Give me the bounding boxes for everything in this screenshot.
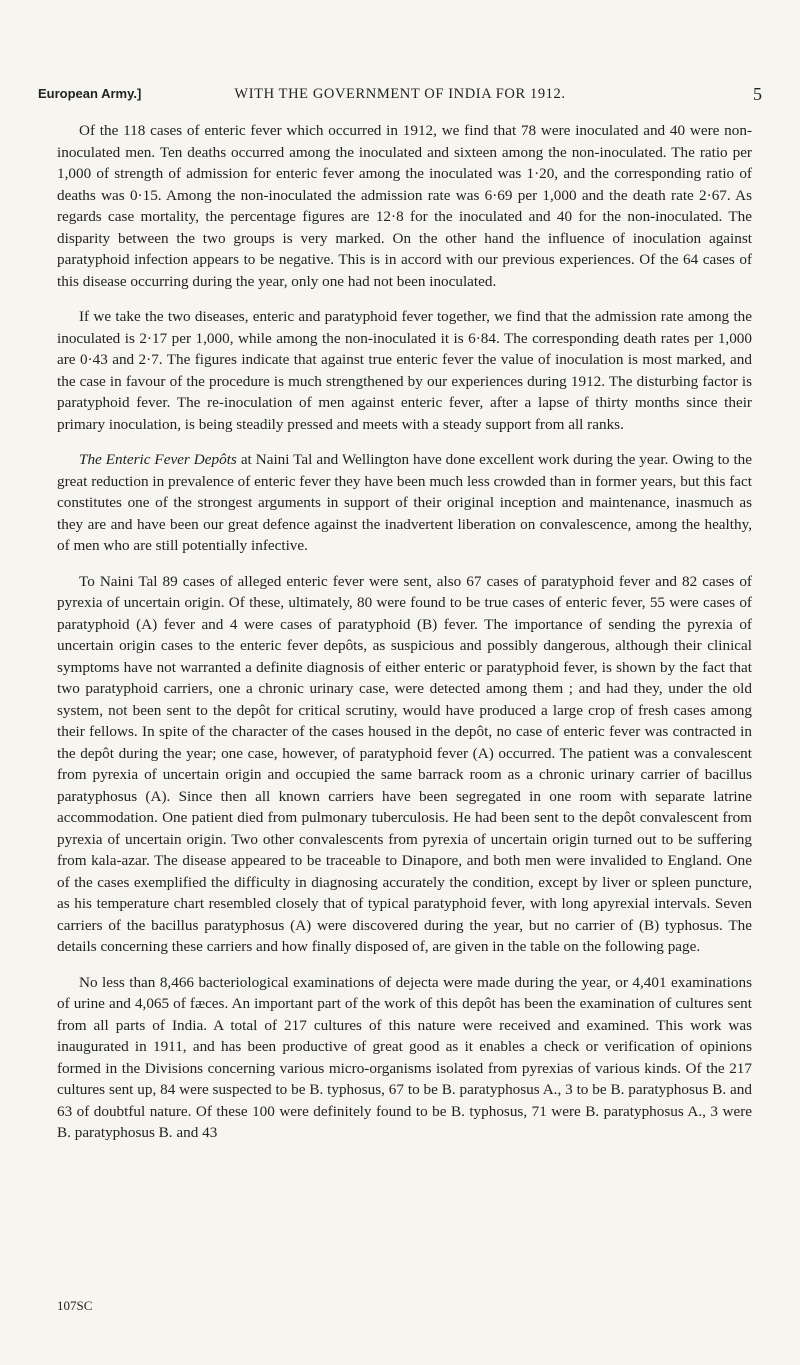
paragraph-enteric-depots xyxy=(57,449,752,557)
paragraph-enteric-inoculation: Of the 118 cases of enteric fever which occurred in 1912, we find that 78 were inoculated and 40 were non-inoculated men. Ten deaths occurred among the inoculated and sixteen among the non-inoculated. The ratio per 1,000 of strength of admission for enteric fever among the inoculated was 1·20, and the corresponding ratio of deaths was 0·15. Among the non-inoculated the admission rate was 6·69 per 1,000 and the death rate 2·67. As regards case mortality, the percentage figures are 12·8 for the inoculated and 40 for the non-inoculated. The disparity between the two groups is very marked. On the other hand the influence of inoculation against paratyphoid infection appears to be negative. This is in accord with our previous experiences. Of the 64 cases of this disease occurring during the year, only one had not been inoculated. xyxy=(57,122,752,290)
depots-text: at Naini Tal and Wellington have done excellent work during the year. Owing to the great reduction in prevalence of enteric fever they have been much less crowded than in former years, but this fact constitutes one of the strongest arguments in support of their original inception and maintenance, inasmuch as they are and have been our great defence against the inadvertent liberation on convalescence, among the healthy, of men who are still potentially infective. xyxy=(57,451,753,554)
paragraph-bacteriological: No less than 8,466 bacteriological examinations of dejecta were made during the year, or 4,401 examinations of urine and 4,065 of fæces. An important part of the work of this depôt has been the examination of cultures sent from all parts of India. A total of 217 cultures of this nature were received and examined. This work was inaugurated in 1911, and has been productive of great good as it enables a check or verification of opinions formed in the Divisions concerning various micro-organisms isolated from pyrexias of various kinds. Of the 217 cultures sent up, 84 were suspected to be B. typhosus, 67 to be B. paratyphosus A., 3 to be B. paratyphosus B. and 63 of doubtful nature. Of these 100 were definitely found to be B. typhosus, 71 were B. paratyphosus A., 3 were B. paratyphosus B. and 43 xyxy=(57,973,752,1141)
running-header xyxy=(38,86,762,108)
body-text xyxy=(57,120,752,1148)
printer-code: 107SC xyxy=(57,1298,93,1313)
paragraph-naini-tal: To Naini Tal 89 cases of alleged enteric fever were sent, also 67 cases of paratyphoid fever and 82 cases of pyrexia of uncertain origin. Of these, ultimately, 80 were found to be true cases of enteric fever, 55 were cases of paratyphoid (A) fever and 4 were cases of paratyphoid (B) fever. The importance of sending the pyrexia of uncertain origin cases to the enteric fever depôts, as suspicious and possibly dangerous, although their clinical symptoms have not warranted a definite diagnosis of either enteric or paratyphoid fever, is shown by the fact that two paratyphoid carriers, one a chronic urinary case, were detected among them ; and had they, under the old system, not been sent to the depôt for critical scrutiny, would have produced a large crop of fresh cases among their fellows. In spite of the character of the cases housed in the depôt, no case of enteric fever was contracted in the depôt during the year; one case, however, of paratyphoid fever (A) occurred. The patient was a convalescent from pyrexia of uncertain origin and occupied the same barrack room as a chronic urinary carrier of bacillus paratyphosus (A). Since then all known carriers have been segregated in one room with separate latrine accommodation. One patient died from pulmonary tuberculosis. He had been sent to the depôt convalescent from pyrexia of uncertain origin. Two other convalescents from pyrexia of uncertain origin turned out to be suffering from kala-azar. The disease appeared to be traceable to Dinapore, and both men were invalided to England. One of the cases exemplified the difficulty in diagnosing accurately the condition, except by liver or spleen puncture, as his temperature chart resembled closely that of typical paratyphoid fever, with long apyrexial intervals. Seven carriers of the bacillus paratyphosus (A) were discovered during the year, but no carrier of (B) typhosus. The details concerning these carriers and how finally disposed of, are given in the table on the following page. xyxy=(57,572,752,955)
page-number: 5 xyxy=(753,84,762,104)
paragraph-combined-rates: If we take the two diseases, enteric and paratyphoid fever together, we find that the admission rate among the inoculated is 2·17 per 1,000, while among the non-inoculated it is 6·84. The corresponding death rates per 1,000 are 0·43 and 2·7. The figures indicate that against true enteric fever the value of inoculation is most marked, and the case in favour of the procedure is much strengthened by our experiences during 1912. The disturbing factor is paratyphoid fever. The re-inoculation of men against enteric fever, after a lapse of thirty months since their primary inoculation, is being steadily pressed and meets with a steady support from all ranks. xyxy=(57,308,752,433)
section-label: European Army.] xyxy=(38,86,142,101)
running-title: WITH THE GOVERNMENT OF INDIA FOR 1912. xyxy=(234,86,566,102)
depots-heading-italic: The Enteric Fever Depôts xyxy=(79,451,237,468)
